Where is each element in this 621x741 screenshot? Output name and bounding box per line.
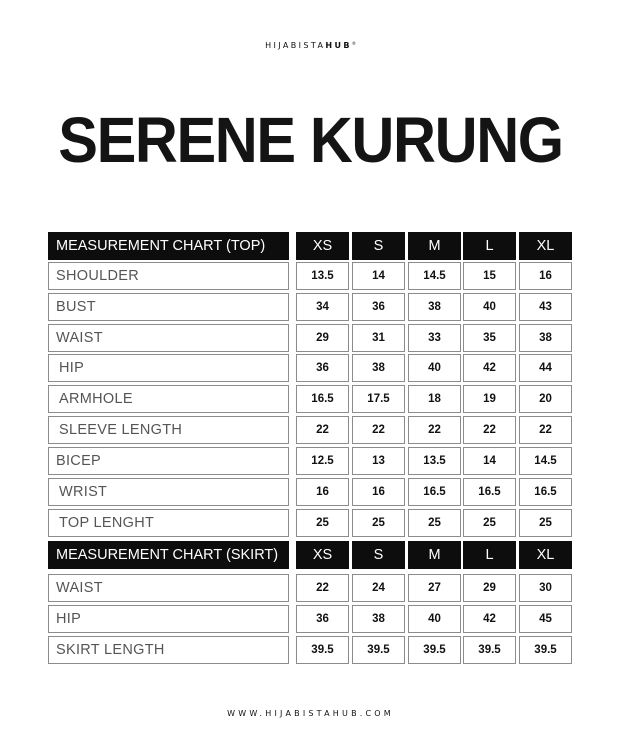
measurement-value: 40	[408, 605, 461, 633]
measurement-value: 29	[463, 574, 516, 602]
size-header: S	[352, 232, 405, 260]
table-row	[0, 385, 621, 413]
measurement-value: 38	[519, 324, 572, 352]
measurement-value: 36	[296, 354, 349, 382]
measurement-value: 44	[519, 354, 572, 382]
measurement-label: BICEP	[48, 447, 289, 475]
measurement-value: 39.5	[296, 636, 349, 664]
size-header: XS	[296, 232, 349, 260]
measurement-value: 14.5	[408, 262, 461, 290]
measurement-value: 22	[463, 416, 516, 444]
table-heading: MEASUREMENT CHART (SKIRT)	[48, 541, 289, 569]
size-header: XL	[519, 541, 572, 569]
measurement-value: 16	[519, 262, 572, 290]
measurement-label: WAIST	[48, 574, 289, 602]
measurement-value: 27	[408, 574, 461, 602]
measurement-value: 22	[352, 416, 405, 444]
measurement-value: 18	[408, 385, 461, 413]
measurement-value: 39.5	[352, 636, 405, 664]
measurement-label: SLEEVE LENGTH	[48, 416, 289, 444]
size-header: M	[408, 541, 461, 569]
measurement-label: BUST	[48, 293, 289, 321]
measurement-value: 22	[408, 416, 461, 444]
measurement-value: 36	[296, 605, 349, 633]
measurement-value: 25	[408, 509, 461, 537]
table-row	[0, 605, 621, 633]
measurement-value: 16.5	[463, 478, 516, 506]
measurement-value: 33	[408, 324, 461, 352]
measurement-value: 19	[463, 385, 516, 413]
measurement-label: WAIST	[48, 324, 289, 352]
measurement-value: 16.5	[519, 478, 572, 506]
measurement-value: 16	[296, 478, 349, 506]
size-header: S	[352, 541, 405, 569]
measurement-value: 45	[519, 605, 572, 633]
brand-name: HIJABISTA	[265, 41, 326, 50]
size-header: XL	[519, 232, 572, 260]
table-row	[0, 509, 621, 537]
table-row	[0, 574, 621, 602]
registered-mark: ®	[351, 41, 356, 46]
measurement-value: 16	[352, 478, 405, 506]
measurement-value: 39.5	[463, 636, 516, 664]
measurement-value: 39.5	[408, 636, 461, 664]
table-row	[0, 354, 621, 382]
measurement-value: 13.5	[296, 262, 349, 290]
measurement-label: SHOULDER	[48, 262, 289, 290]
measurement-value: 12.5	[296, 447, 349, 475]
measurement-value: 25	[463, 509, 516, 537]
measurement-value: 40	[463, 293, 516, 321]
measurement-value: 22	[296, 574, 349, 602]
table-row	[0, 293, 621, 321]
measurement-value: 15	[463, 262, 516, 290]
measurement-value: 13.5	[408, 447, 461, 475]
top-table-header-row	[0, 232, 621, 260]
measurement-value: 14	[352, 262, 405, 290]
measurement-value: 24	[352, 574, 405, 602]
measurement-value: 43	[519, 293, 572, 321]
table-row	[0, 416, 621, 444]
size-header: L	[463, 232, 516, 260]
measurement-value: 16.5	[408, 478, 461, 506]
page-title: SERENE KURUNG	[58, 104, 563, 176]
measurement-value: 29	[296, 324, 349, 352]
measurement-value: 22	[296, 416, 349, 444]
measurement-value: 25	[519, 509, 572, 537]
measurement-label: TOP LENGHT	[48, 509, 289, 537]
brand-name-bold: HUB	[325, 41, 352, 50]
skirt-table-header-row	[0, 541, 621, 569]
measurement-label: ARMHOLE	[48, 385, 289, 413]
measurement-value: 20	[519, 385, 572, 413]
measurement-value: 14	[463, 447, 516, 475]
measurement-value: 35	[463, 324, 516, 352]
measurement-value: 38	[408, 293, 461, 321]
measurement-value: 22	[519, 416, 572, 444]
measurement-value: 39.5	[519, 636, 572, 664]
measurement-value: 31	[352, 324, 405, 352]
measurement-value: 13	[352, 447, 405, 475]
measurement-value: 42	[463, 605, 516, 633]
measurement-value: 17.5	[352, 385, 405, 413]
measurement-value: 36	[352, 293, 405, 321]
size-header: L	[463, 541, 516, 569]
measurement-value: 30	[519, 574, 572, 602]
measurement-label: HIP	[48, 605, 289, 633]
measurement-value: 34	[296, 293, 349, 321]
measurement-label: HIP	[48, 354, 289, 382]
measurement-value: 25	[352, 509, 405, 537]
measurement-value: 42	[463, 354, 516, 382]
table-row	[0, 636, 621, 664]
measurement-value: 40	[408, 354, 461, 382]
measurement-value: 25	[296, 509, 349, 537]
measurement-value: 38	[352, 354, 405, 382]
brand-logo	[0, 41, 621, 50]
table-heading: MEASUREMENT CHART (TOP)	[48, 232, 289, 260]
table-row	[0, 447, 621, 475]
measurement-label: WRIST	[48, 478, 289, 506]
measurement-value: 16.5	[296, 385, 349, 413]
size-header: XS	[296, 541, 349, 569]
size-header: M	[408, 232, 461, 260]
measurement-label: SKIRT LENGTH	[48, 636, 289, 664]
table-row	[0, 324, 621, 352]
table-row	[0, 478, 621, 506]
table-row	[0, 262, 621, 290]
measurement-value: 14.5	[519, 447, 572, 475]
footer-url: WWW.HIJABISTAHUB.COM	[227, 709, 394, 718]
measurement-value: 38	[352, 605, 405, 633]
